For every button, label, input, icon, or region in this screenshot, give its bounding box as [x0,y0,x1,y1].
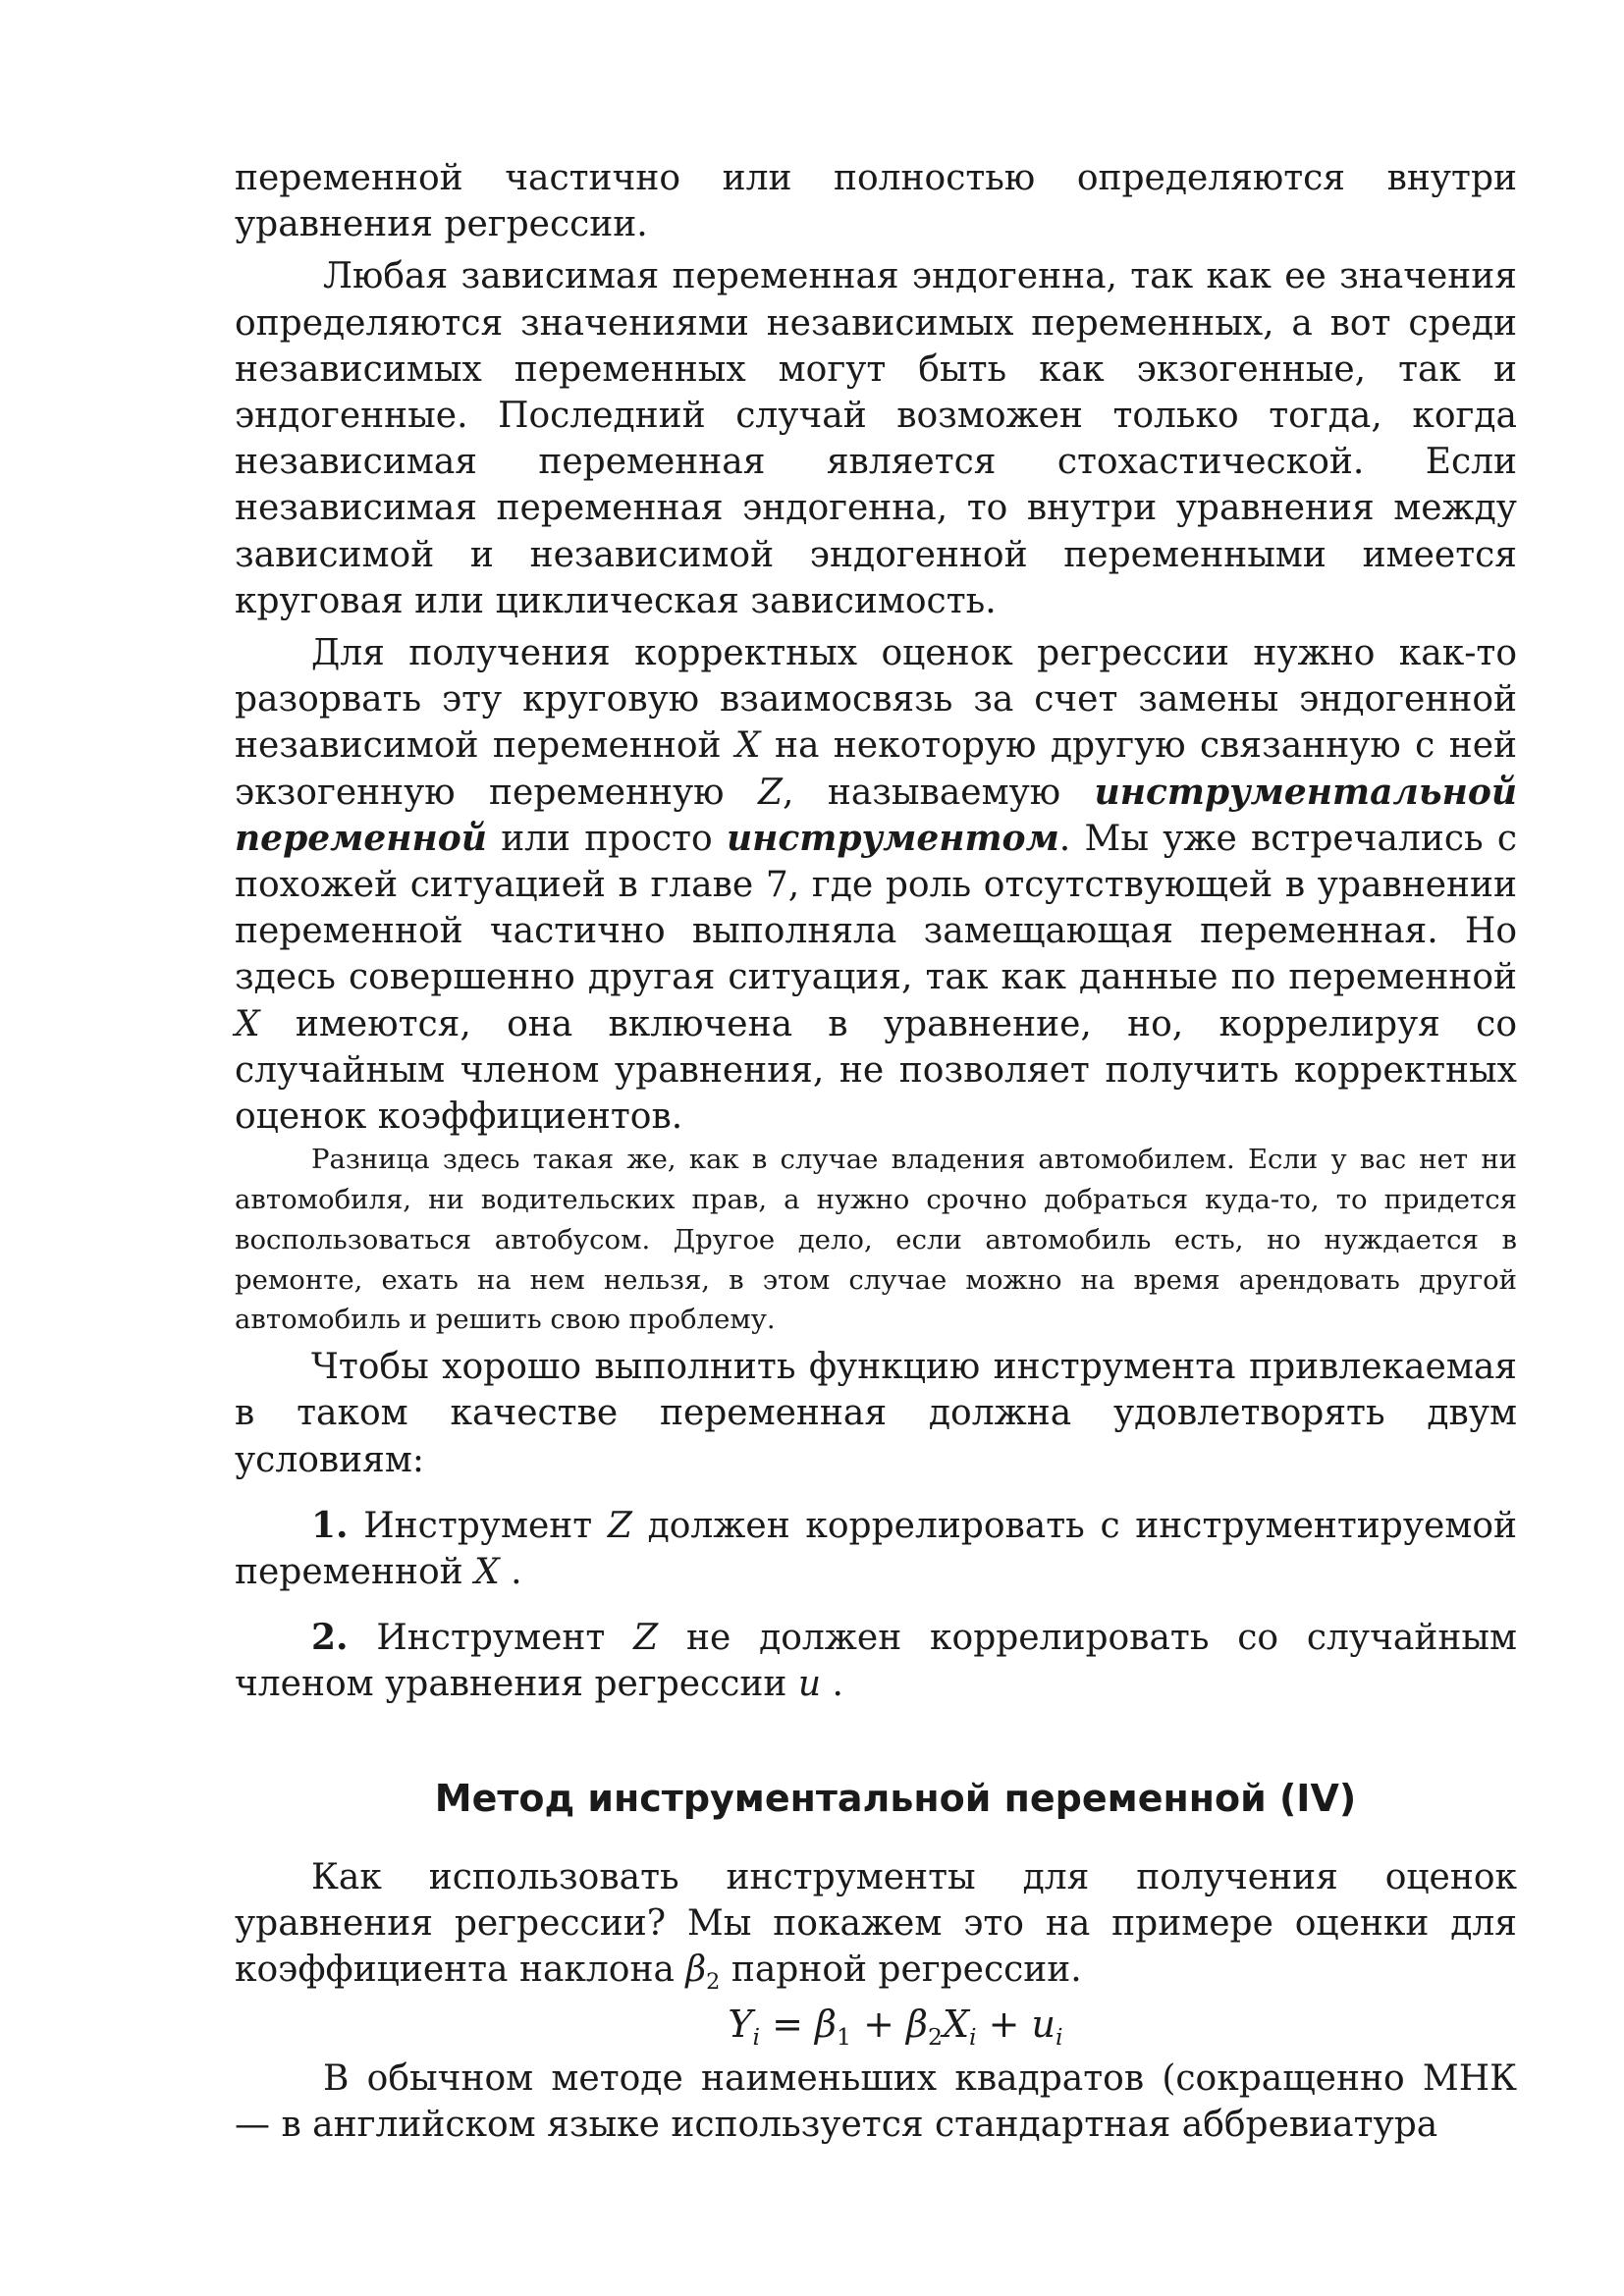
formula-plus: + [976,2002,1032,2047]
formula-subscript: 1 [837,2023,851,2052]
text-segment: должен коррелировать с инструментируемой переменной [235,1505,1518,1593]
beta-subscript: 2 [706,1968,721,1995]
variable-u: u [797,1664,821,1705]
variable-x: X [734,725,761,767]
paragraph-endogenous [235,253,1517,624]
text-segment: . Мы уже встречались с похожей ситуацией в главе 7, где роль отсутствующей в уравнении переменной частично выполняла замещающая переменная. Но здесь совершенно другая ситуация, так как данные по переменной [235,818,1517,998]
note-text: Разница здесь такая же, как в случае владения автомобилем. Если у вас нет ни автомобиля, ни водительских прав, а нужно срочно добраться куда-то, то придется воспользоваться автобусом. Другое дело, если автомобиль есть, но нуждается в ремонте, ехать на нем нельзя, в этом случае можно на время арендовать другой автомобиль и решить свою проблему. [235,1144,1517,1336]
text-segment: не должен коррелировать со случайным членом уравнения регрессии [235,1618,1518,1705]
regression-formula [235,1997,1517,2052]
text-segment: , называемую [782,772,1095,813]
text-segment: имеются, она включена в уравнение, но, коррелируя со случайным членом уравнения, не позволяет получить корректных оценок коэффициентов. [235,1003,1517,1138]
text-segment: . [821,1664,843,1705]
condition-number: 2. [311,1617,349,1659]
formula-plus: + [851,2002,906,2047]
formula-u: u [1031,2002,1056,2047]
text-segment: на некоторую другую связанную с ней экзогенную переменную [235,725,1518,813]
paragraph-instrument-definition [235,630,1517,1140]
paragraph-text: переменной частично или полностью определяются внутри уравнения регрессии. [235,158,1517,245]
section-heading: Метод инструментальной переменной (IV) [434,1776,1357,1820]
formula-subscript: i [752,2023,761,2052]
formula-subscript: 2 [927,2023,943,2052]
text-segment: . [499,1552,522,1593]
paragraph-ols [235,2056,1517,2148]
paragraph-continuation [235,155,1517,247]
text-segment: Как использовать инструменты для получения оценок уравнения регрессии? Мы покажем это на примере оценки для коэффициента наклона [235,1856,1517,1991]
paragraph-text: Чтобы хорошо выполнить функцию инструмента привлекаемая в таком качестве переменная должна удовлетворять двум условиям: [235,1347,1517,1480]
paragraph-text: Любая зависимая переменная эндогенна, так как ее значения определяются значениями независимых переменных, а вот среди независимых переменных могут быть как экзогенные, так и эндогенные. Последний случай возможен только тогда, когда независимая переменная является стохастической. Если независимая переменная эндогенна, то внутри уравнения между зависимой и независимой эндогенной переменными имеется круговая или циклическая зависимость. [235,256,1517,621]
variable-z: Z [757,772,783,813]
paragraph-conditions-intro [235,1344,1517,1483]
paragraph-text: В обычном методе наименьших квадратов (сокращенно МНК — в английском языке используется стандартная аббревиатура [235,2058,1517,2146]
note-paragraph [235,1140,1517,1340]
text-segment: или просто [486,818,727,859]
condition-1 [235,1503,1517,1595]
beta-symbol: β [685,1949,707,1991]
page-content [235,155,1517,2149]
paragraph-how-to-use [235,1854,1517,1994]
text-segment: Инструмент [348,1505,608,1546]
condition-number: 1. [311,1504,349,1546]
term-instrument: инструментом [726,817,1059,859]
formula-equals: = [760,2002,816,2047]
variable-x: X [235,1003,260,1044]
formula-x: X [942,2002,970,2047]
text-segment: Инструмент [348,1618,634,1659]
variable-x: X [474,1552,500,1593]
formula-beta: β [815,2002,838,2047]
formula-subscript: i [1056,2023,1063,2052]
formula-y: Y [728,2002,753,2047]
term-instrumental-variable: инструментальной переменной [235,771,1517,859]
formula-beta: β [906,2002,928,2047]
variable-z: Z [633,1618,659,1659]
text-segment: парной регрессии. [720,1949,1082,1991]
variable-z: Z [607,1505,632,1546]
formula-subscript: i [969,2023,977,2052]
text-segment: Для получения корректных оценок регрессии нужно как-то разорвать эту круговую взаимосвязь за счет замены эндогенной независимой переменной [235,633,1517,767]
condition-2 [235,1615,1517,1707]
